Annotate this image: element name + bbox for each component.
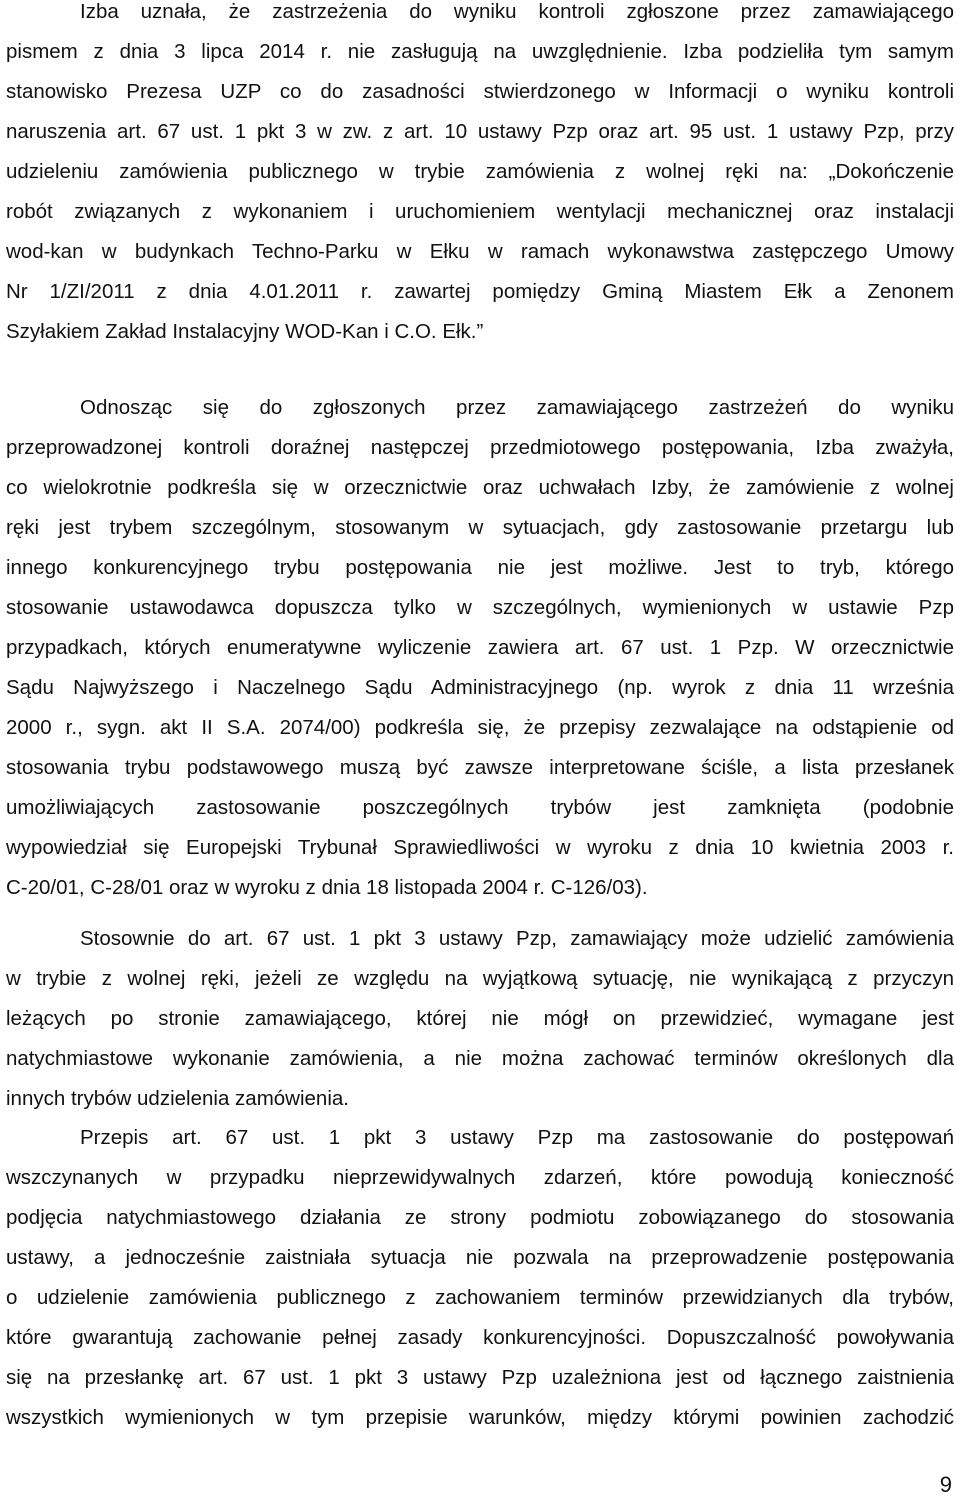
text-line: Sądu Najwyższego i Naczelnego Sądu Administracyjnego (np. wyrok z dnia 11 września <box>6 676 954 699</box>
paragraph-2 <box>0 388 960 908</box>
text-line: stosowania trybu podstawowego muszą być zawsze interpretowane ściśle, a lista przesłanek <box>6 756 954 779</box>
text-line: które gwarantują zachowanie pełnej zasady konkurencyjności. Dopuszczalność powoływania <box>6 1326 954 1349</box>
text-line: umożliwiających zastosowanie poszczególnych trybów jest zamknięta (podobnie <box>6 796 954 819</box>
text-line: Odnosząc się do zgłoszonych przez zamawiającego zastrzeżeń do wyniku <box>80 396 954 419</box>
text-line: innych trybów udzielenia zamówienia. <box>6 1087 349 1110</box>
text-line: wszystkich wymienionych w tym przepisie warunków, między którymi powinien zachodzić <box>6 1406 954 1429</box>
text-line: innego konkurencyjnego trybu postępowania nie jest możliwe. Jest to tryb, którego <box>6 556 954 579</box>
text-line: Szyłakiem Zakład Instalacyjny WOD-Kan i C.O. Ełk.” <box>6 320 484 343</box>
text-line: co wielokrotnie podkreśla się w orzecznictwie oraz uchwałach Izby, że zamówienie z wolnej <box>6 476 954 499</box>
text-line: natychmiastowe wykonanie zamówienia, a nie można zachować terminów określonych dla <box>6 1047 954 1070</box>
paragraph-4 <box>0 1118 960 1438</box>
text-line: udzieleniu zamówienia publicznego w trybie zamówienia z wolnej ręki na: „Dokończenie <box>6 160 954 183</box>
text-line: przypadkach, których enumeratywne wyliczenie zawiera art. 67 ust. 1 Pzp. W orzecznictwie <box>6 636 954 659</box>
text-line: stanowisko Prezesa UZP co do zasadności stwierdzonego w Informacji o wyniku kontroli <box>6 80 954 103</box>
text-line: o udzielenie zamówienia publicznego z zachowaniem terminów przewidzianych dla trybów, <box>6 1286 954 1309</box>
text-line: się na przesłankę art. 67 ust. 1 pkt 3 ustawy Pzp uzależniona jest od łącznego zaistnienia <box>6 1366 954 1389</box>
paragraph-1 <box>0 0 960 352</box>
text-line: wszczynanych w przypadku nieprzewidywalnych zdarzeń, które powodują konieczność <box>6 1166 954 1189</box>
text-line: Stosownie do art. 67 ust. 1 pkt 3 ustawy Pzp, zamawiający może udzielić zamówienia <box>80 927 954 950</box>
text-line: w trybie z wolnej ręki, jeżeli ze względu na wyjątkową sytuację, nie wynikającą z przyczyn <box>6 967 954 990</box>
text-line: 2000 r., sygn. akt II S.A. 2074/00) podkreśla się, że przepisy zezwalające na odstąpienie od <box>6 716 954 739</box>
text-line: stosowanie ustawodawca dopuszcza tylko w szczególnych, wymienionych w ustawie Pzp <box>6 596 954 619</box>
text-line: ręki jest trybem szczególnym, stosowanym w sytuacjach, gdy zastosowanie przetargu lub <box>6 516 954 539</box>
text-line: wod-kan w budynkach Techno-Parku w Ełku w ramach wykonawstwa zastępczego Umowy <box>6 240 954 263</box>
text-line: Nr 1/ZI/2011 z dnia 4.01.2011 r. zawartej pomiędzy Gminą Miastem Ełk a Zenonem <box>6 280 954 303</box>
text-line: leżących po stronie zamawiającego, której nie mógł on przewidzieć, wymagane jest <box>6 1007 954 1030</box>
text-line: Izba uznała, że zastrzeżenia do wyniku kontroli zgłoszone przez zamawiającego <box>80 0 954 23</box>
text-line: naruszenia art. 67 ust. 1 pkt 3 w zw. z art. 10 ustawy Pzp oraz art. 95 ust. 1 ustawy Pzp, przy <box>6 120 954 143</box>
text-line: przeprowadzonej kontroli doraźnej następczej przedmiotowego postępowania, Izba zważyła, <box>6 436 954 459</box>
text-line: wypowiedział się Europejski Trybunał Sprawiedliwości w wyroku z dnia 10 kwietnia 2003 r. <box>6 836 954 859</box>
text-line: podjęcia natychmiastowego działania ze strony podmiotu zobowiązanego do stosowania <box>6 1206 954 1229</box>
page-number: 9 <box>939 1472 952 1497</box>
paragraph-3 <box>0 919 960 1119</box>
text-line: robót związanych z wykonaniem i uruchomieniem wentylacji mechanicznej oraz instalacji <box>6 200 954 223</box>
text-line: pismem z dnia 3 lipca 2014 r. nie zasługują na uwzględnienie. Izba podzieliła tym samym <box>6 40 954 63</box>
text-line: C-20/01, C-28/01 oraz w wyroku z dnia 18 listopada 2004 r. C-126/03). <box>6 876 648 899</box>
text-line: Przepis art. 67 ust. 1 pkt 3 ustawy Pzp ma zastosowanie do postępowań <box>80 1126 954 1149</box>
text-line: ustawy, a jednocześnie zaistniała sytuacja nie pozwala na przeprowadzenie postępowania <box>6 1246 954 1269</box>
